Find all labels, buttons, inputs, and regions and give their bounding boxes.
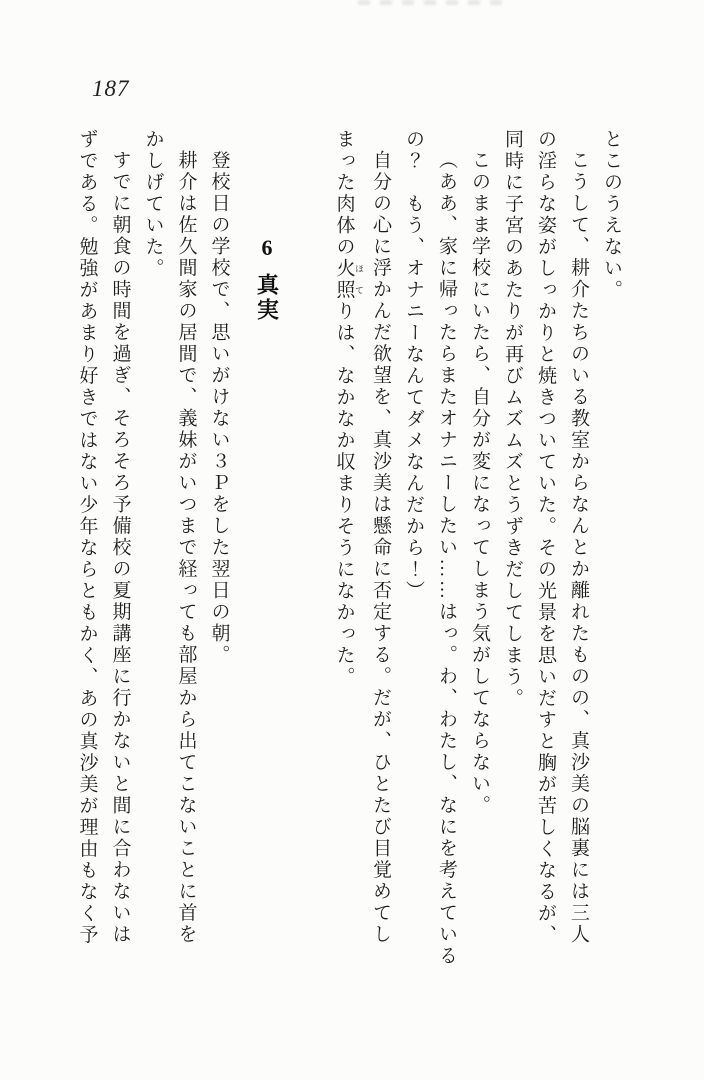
furigana: ほて	[354, 258, 364, 301]
text-line: 同時に子宮のあたりが再びムズムズとうずきだしてしまう。	[502, 129, 523, 710]
text-line: の淫らな姿がしっかりと焼きついていた。その光景を思いだすと胸が苦しくなるが、	[535, 129, 556, 946]
vertical-text-block	[71, 129, 629, 974]
page-number: 187	[92, 76, 130, 101]
ruby-annotation	[333, 258, 364, 301]
text-line: こうして、耕介たちのいる教室からなんとか離れたものの、真沙美の脳裏には三人	[568, 150, 589, 946]
text-line: すでに朝食の時間を過ぎ、そろそろ予備校の夏期講座に行かないと間に合わないは	[109, 150, 131, 946]
text-line: （ああ、家に帰ったらまたオナニーしたい……はっ。わ、わたし、なにを考えている	[436, 150, 457, 967]
chapter-title: 真実	[254, 273, 280, 323]
text-line: ずである。勉強があまり好きではない少年ならともかく、あの真沙美が理由もなく予	[76, 129, 98, 946]
text-segment: まった肉体の	[333, 129, 355, 258]
text-line: 自分の心に浮かんだ欲望を、真沙美は懸命に否定する。だが、ひとたび目覚めてし	[370, 150, 391, 946]
text-segment: りは、なかなか収まりそうになかった。	[333, 301, 355, 688]
text-line: の？ もう、オナニーなんてダメなんだから！）	[403, 129, 424, 602]
chapter-heading	[250, 129, 284, 1080]
text-line: 耕介は佐久間家の居間で、義妹がいつまで経っても部屋から出てこないことに首を	[175, 150, 197, 946]
scan-edge-artifact	[358, 0, 508, 5]
text-line: かしげていた。	[142, 129, 164, 280]
ruby-base: 火照	[333, 258, 355, 301]
text-line: 登校日の学校で、思いがけない３Ｐをした翌日の朝。	[208, 150, 230, 666]
text-line: とこのうえない。	[601, 129, 622, 301]
text-line: このまま学校にいたら、自分が変になってしまう気がしてならない。	[469, 150, 490, 817]
text-line-with-furigana	[328, 129, 365, 974]
chapter-number: 6	[254, 235, 280, 263]
